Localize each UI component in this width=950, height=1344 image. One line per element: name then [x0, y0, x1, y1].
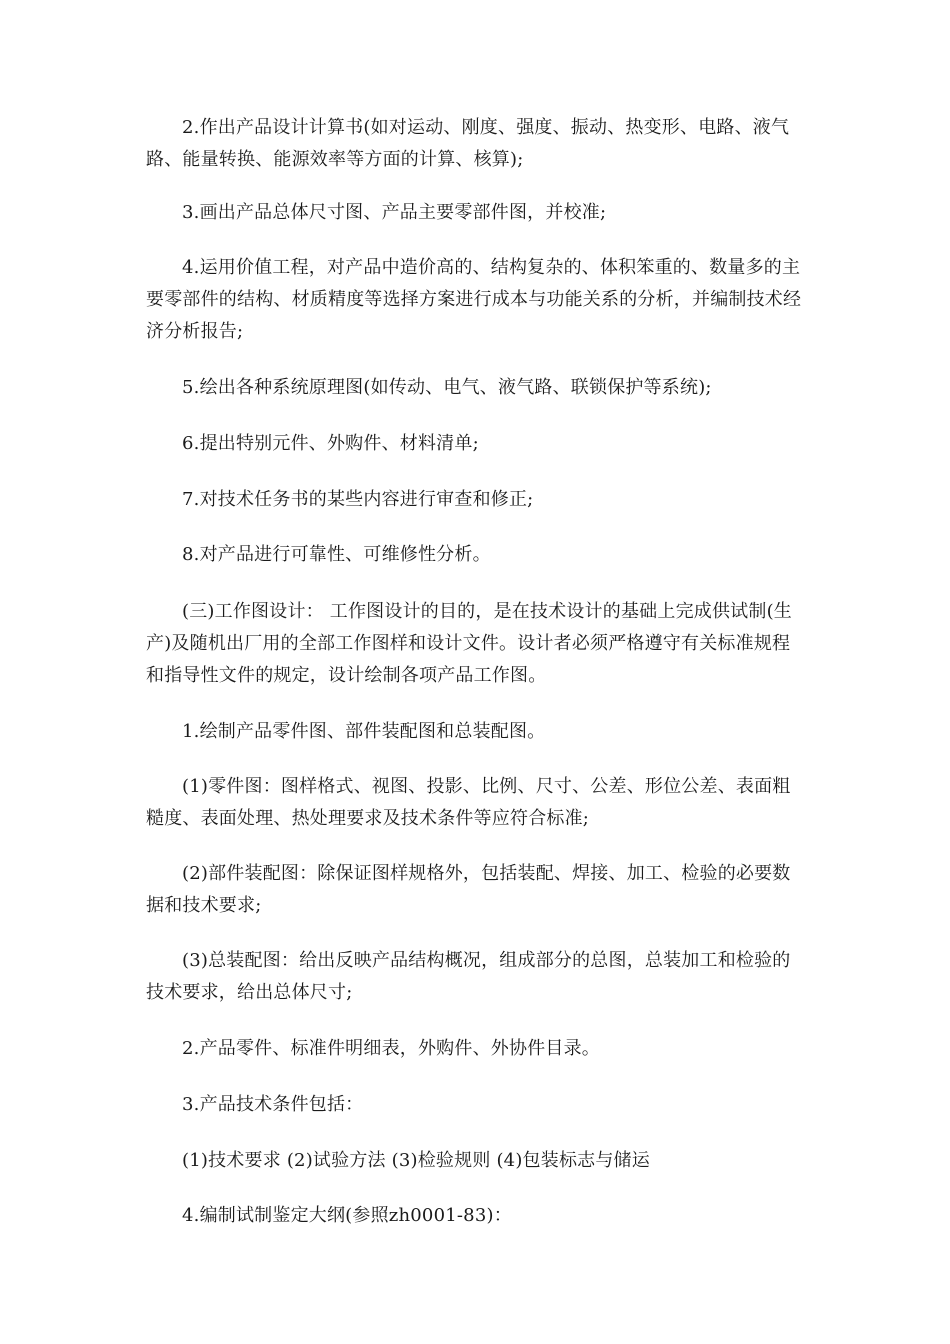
paragraph-part-drawing: (1)零件图：图样格式、视图、投影、比例、尺寸、公差、形位公差、表面粗糙度、表面处理、热处理要求及技术条件等应符合标准;	[146, 776, 791, 829]
paragraph-value-engineering: 4.运用价值工程，对产品中造价高的、结构复杂的、体积笨重的、数量多的主要零部件的结构、材质精度等选择方案进行成本与功能关系的分析，并编制技术经济分析报告;	[146, 257, 802, 342]
paragraph-component-assembly-drawing: (2)部件装配图：除保证图样规格外，包括装配、焊接、加工、检验的必要数据和技术要求;	[146, 863, 791, 916]
paragraph-overall-dimension-drawing: 3.画出产品总体尺寸图、产品主要零部件图，并校准;	[182, 202, 607, 223]
paragraph-technical-conditions: 3.产品技术条件包括：	[182, 1094, 364, 1115]
paragraph-special-components-list: 6.提出特别元件、外购件、材料清单;	[182, 433, 479, 454]
paragraph-parts-list: 2.产品零件、标准件明细表，外购件、外协件目录。	[182, 1038, 600, 1059]
paragraph-system-schematics: 5.绘出各种系统原理图(如传动、电气、液气路、联锁保护等系统);	[182, 377, 712, 398]
paragraph-draw-assembly-drawings: 1.绘制产品零件图、部件装配图和总装配图。	[182, 721, 546, 742]
paragraph-trial-appraisal-outline: 4.编制试制鉴定大纲(参照zh0001-83)：	[182, 1205, 512, 1226]
paragraph-working-drawing-design: (三)工作图设计： 工作图设计的目的，是在技术设计的基础上完成供试制(生产)及随机出厂用的全部工作图样和设计文件。设计者必须严格遵守有关标准规程和指导性文件的规定，设计绘制各项产品工作图。	[146, 601, 792, 686]
paragraph-general-assembly-drawing: (3)总装配图：给出反映产品结构概况，组成部分的总图，总装加工和检验的技术要求，给出总体尺寸;	[146, 950, 791, 1003]
paragraph-review-task-book: 7.对技术任务书的某些内容进行审查和修正;	[182, 489, 534, 510]
paragraph-reliability-analysis: 8.对产品进行可靠性、可维修性分析。	[182, 544, 491, 565]
paragraph-technical-conditions-items: (1)技术要求 (2)试验方法 (3)检验规则 (4)包装标志与储运	[182, 1150, 650, 1171]
paragraph-calculation-book: 2.作出产品设计计算书(如对运动、刚度、强度、振动、热变形、电路、液气路、能量转换、能源效率等方面的计算、核算);	[146, 117, 790, 170]
